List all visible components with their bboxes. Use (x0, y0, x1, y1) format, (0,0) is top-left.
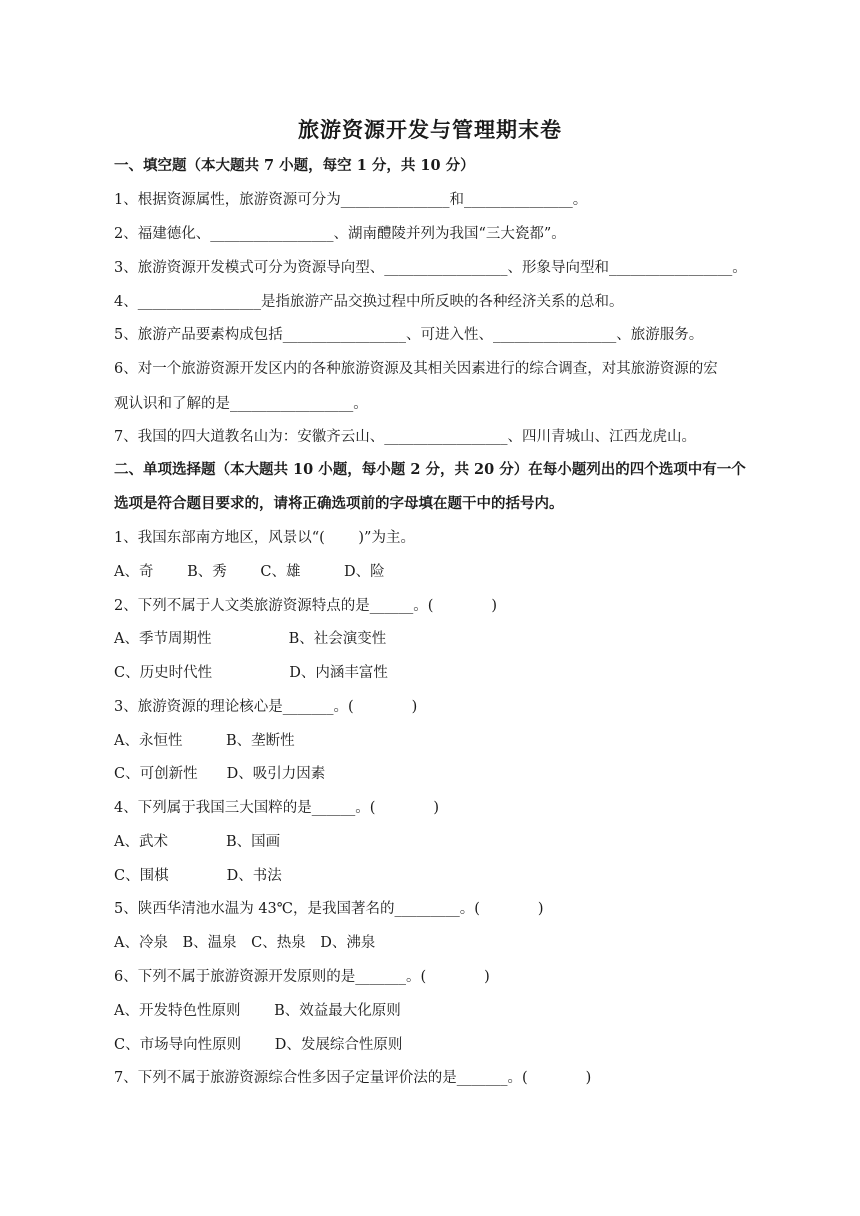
question-line: 5、旅游产品要素构成包括_________________、可进入性、_________________、旅游服务。 (114, 327, 704, 343)
question-line: 5、陕西华清池水温为 43℃，是我国著名的_________。( ) (114, 901, 544, 917)
question-line: 2、福建德化、_________________、湖南醴陵并列为我国“三大瓷都”。 (114, 226, 566, 242)
question-line: 6、下列不属于旅游资源开发原则的是_______。( ) (114, 969, 490, 985)
section-heading: 二、单项选择题（本大题共 10 小题，每小题 2 分，共 20 分）在每小题列出的四个选项中有一个 (114, 461, 746, 478)
option-line: A、永恒性 B、垄断性 (114, 733, 295, 749)
question-line: 观认识和了解的是_________________。 (114, 396, 368, 412)
question-line: 1、我国东部南方地区，风景以“( )”为主。 (114, 530, 415, 546)
question-line: 4、_________________是指旅游产品交换过程中所反映的各种经济关系的总和。 (114, 294, 624, 310)
option-line: C、历史时代性 D、内涵丰富性 (114, 665, 388, 681)
option-line: A、开发特色性原则 B、效益最大化原则 (114, 1003, 401, 1019)
option-line: C、可创新性 D、吸引力因素 (114, 766, 326, 782)
question-line: 4、下列属于我国三大国粹的是______。( ) (114, 800, 440, 816)
page-title: 旅游资源开发与管理期末卷 (298, 117, 562, 142)
question-line: 2、下列不属于人文类旅游资源特点的是______。( ) (114, 598, 498, 614)
option-line: C、围棋 D、书法 (114, 868, 282, 884)
section-heading: 一、填空题（本大题共 7 小题，每空 1 分，共 10 分） (114, 157, 475, 174)
option-line: C、市场导向性原则 D、发展综合性原则 (114, 1037, 403, 1053)
option-line: A、武术 B、国画 (114, 834, 281, 850)
question-line: 6、对一个旅游资源开发区内的各种旅游资源及其相关因素进行的综合调查，对其旅游资源的宏 (114, 361, 718, 377)
question-line: 7、我国的四大道教名山为：安徽齐云山、_________________、四川青城山、江西龙虎山。 (114, 429, 696, 445)
question-line: 3、旅游资源开发模式可分为资源导向型、_________________、形象导向型和_________________。 (114, 260, 747, 276)
option-line: A、奇 B、秀 C、雄 D、险 (114, 564, 385, 580)
option-line: A、冷泉 B、温泉 C、热泉 D、沸泉 (114, 935, 376, 951)
question-line: 3、旅游资源的理论核心是_______。( ) (114, 699, 418, 715)
section-heading-cont: 选项是符合题目要求的，请将正确选项前的字母填在题干中的括号内。 (114, 495, 564, 512)
option-line: A、季节周期性 B、社会演变性 (114, 631, 387, 647)
question-line: 7、下列不属于旅游资源综合性多因子定量评价法的是_______。( ) (114, 1070, 592, 1086)
question-line: 1、根据资源属性，旅游资源可分为_______________和_______________。 (114, 192, 588, 208)
